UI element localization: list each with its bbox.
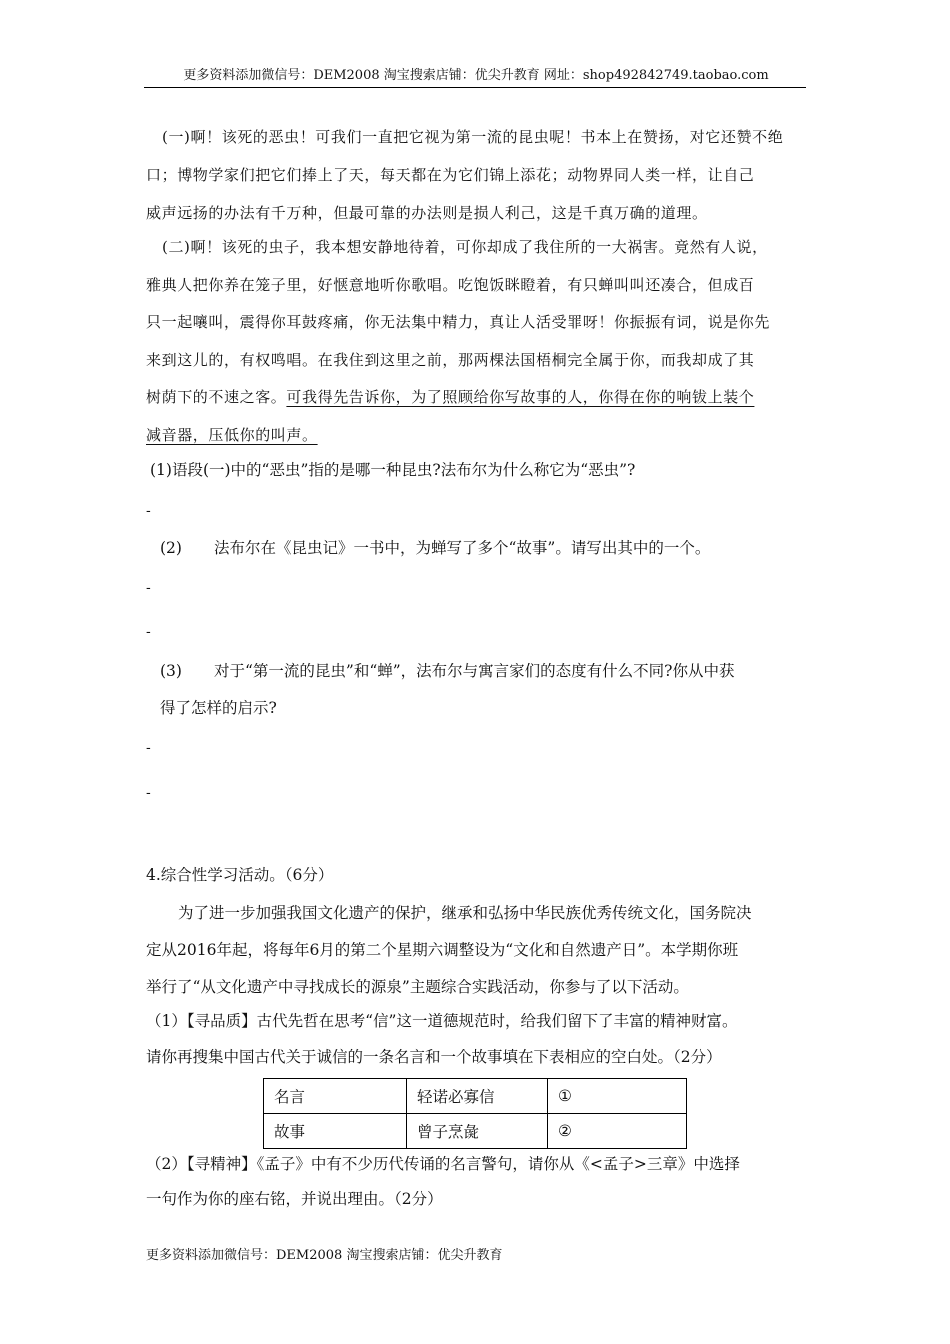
passage1-line: 威声远扬的办法有千万种，但最可靠的办法则是损人利己，这是千真万确的道理。 xyxy=(146,204,708,222)
section-4-title: 4.综合性学习活动。（6分） xyxy=(146,866,334,884)
section-4-intro-line: 为了进一步加强我国文化遗产的保护，继承和弘扬中华民族优秀传统文化，国务院决 xyxy=(178,904,752,922)
question-1: (1)语段(一)中的“恶虫”指的是哪一种昆虫?法布尔为什么称它为“恶虫”? xyxy=(150,461,636,479)
passage1-line: (一)啊！该死的恶虫！可我们一直把它视为第一流的昆虫呢！书本上在赞扬，对它还赞不绝 xyxy=(162,128,784,146)
table-row xyxy=(264,1079,687,1114)
question-3-text: 对于“第一流的昆虫”和“蝉”，法布尔与寓言家们的态度有什么不同?你从中获 xyxy=(213,662,735,680)
question-3 xyxy=(160,660,820,682)
answer-line: - xyxy=(146,580,151,596)
question-2-text: 法布尔在《昆虫记》一书中，为蝉写了多个“故事”。请写出其中的一个。 xyxy=(213,539,711,557)
answer-line: - xyxy=(146,740,151,756)
passage2-line xyxy=(146,424,806,446)
passage2-line xyxy=(146,386,806,408)
passage1-line: 口；博物学家们把它们捧上了天，每天都在为它们锦上添花；动物界同人类一样，让自己 xyxy=(146,166,755,184)
sub-question-2-continued: 一句作为你的座右铭，并说出理由。（2分） xyxy=(146,1190,443,1208)
answer-line: - xyxy=(146,624,151,640)
table-cell-label: 名言 xyxy=(264,1079,407,1114)
question-3-number: (3) xyxy=(160,662,182,680)
answer-line: - xyxy=(146,503,151,519)
answer-line: - xyxy=(146,785,151,801)
passage2-line: 雅典人把你养在笼子里，好惬意地听你歌唱。吃饱饭眯瞪着，有只蝉叫叫还凑合，但成百 xyxy=(146,276,755,294)
passage2-line: (二)啊！该死的虫子，我本想安静地待着，可你却成了我住所的一大祸害。竟然有人说， xyxy=(162,238,768,256)
page-footer: 更多资料添加微信号：DEM2008 淘宝搜索店铺：优尖升教育 xyxy=(146,1248,503,1263)
question-2 xyxy=(160,537,820,559)
passage2-line: 来到这儿的，有权鸣唱。在我住到这里之前，那两棵法国梧桐完全属于你，而我却成了其 xyxy=(146,351,755,369)
page-header: 更多资料添加微信号：DEM2008 淘宝搜索店铺：优尖升教育 网址：shop492842749.taobao.com xyxy=(183,68,769,83)
table-cell-example: 曾子烹彘 xyxy=(407,1114,548,1149)
table-cell-example: 轻诺必寡信 xyxy=(407,1079,548,1114)
integrity-table xyxy=(263,1078,687,1149)
passage2-underlined-text: 减音器，压低你的叫声。 xyxy=(146,426,318,444)
question-3-continued: 得了怎样的启示? xyxy=(160,699,277,717)
section-4-intro-line: 举行了“从文化遗产中寻找成长的源泉”主题综合实践活动，你参与了以下活动。 xyxy=(146,978,689,996)
sub-question-1: （1）【寻品质】古代先哲在思考“信”这一道德规范时，给我们留下了丰富的精神财富。 xyxy=(146,1012,738,1030)
table-cell-label: 故事 xyxy=(264,1114,407,1149)
table-cell-blank[interactable]: ② xyxy=(548,1114,687,1149)
passage2-underlined-text: 可我得先告诉你，为了照顾给你写故事的人，你得在你的响钹上装个 xyxy=(286,388,755,406)
section-4-intro-line: 定从2016年起，将每年6月的第二个星期六调整设为“文化和自然遗产日”。本学期你班 xyxy=(146,941,739,959)
sub-question-1-continued: 请你再搜集中国古代关于诚信的一条名言和一个故事填在下表相应的空白处。（2分） xyxy=(146,1048,722,1066)
table-row xyxy=(264,1114,687,1149)
passage2-plain-text: 树荫下的不速之客。 xyxy=(146,388,287,406)
header-divider xyxy=(144,87,806,88)
passage2-line: 只一起嚷叫，震得你耳鼓疼痛，你无法集中精力，真让人活受罪呀！你振振有词，说是你先 xyxy=(146,313,771,331)
sub-question-2: （2）【寻精神】《孟子》中有不少历代传诵的名言警句，请你从《<孟子>三章》中选择 xyxy=(146,1155,740,1173)
table-cell-blank[interactable]: ① xyxy=(548,1079,687,1114)
question-2-number: (2) xyxy=(160,539,182,557)
